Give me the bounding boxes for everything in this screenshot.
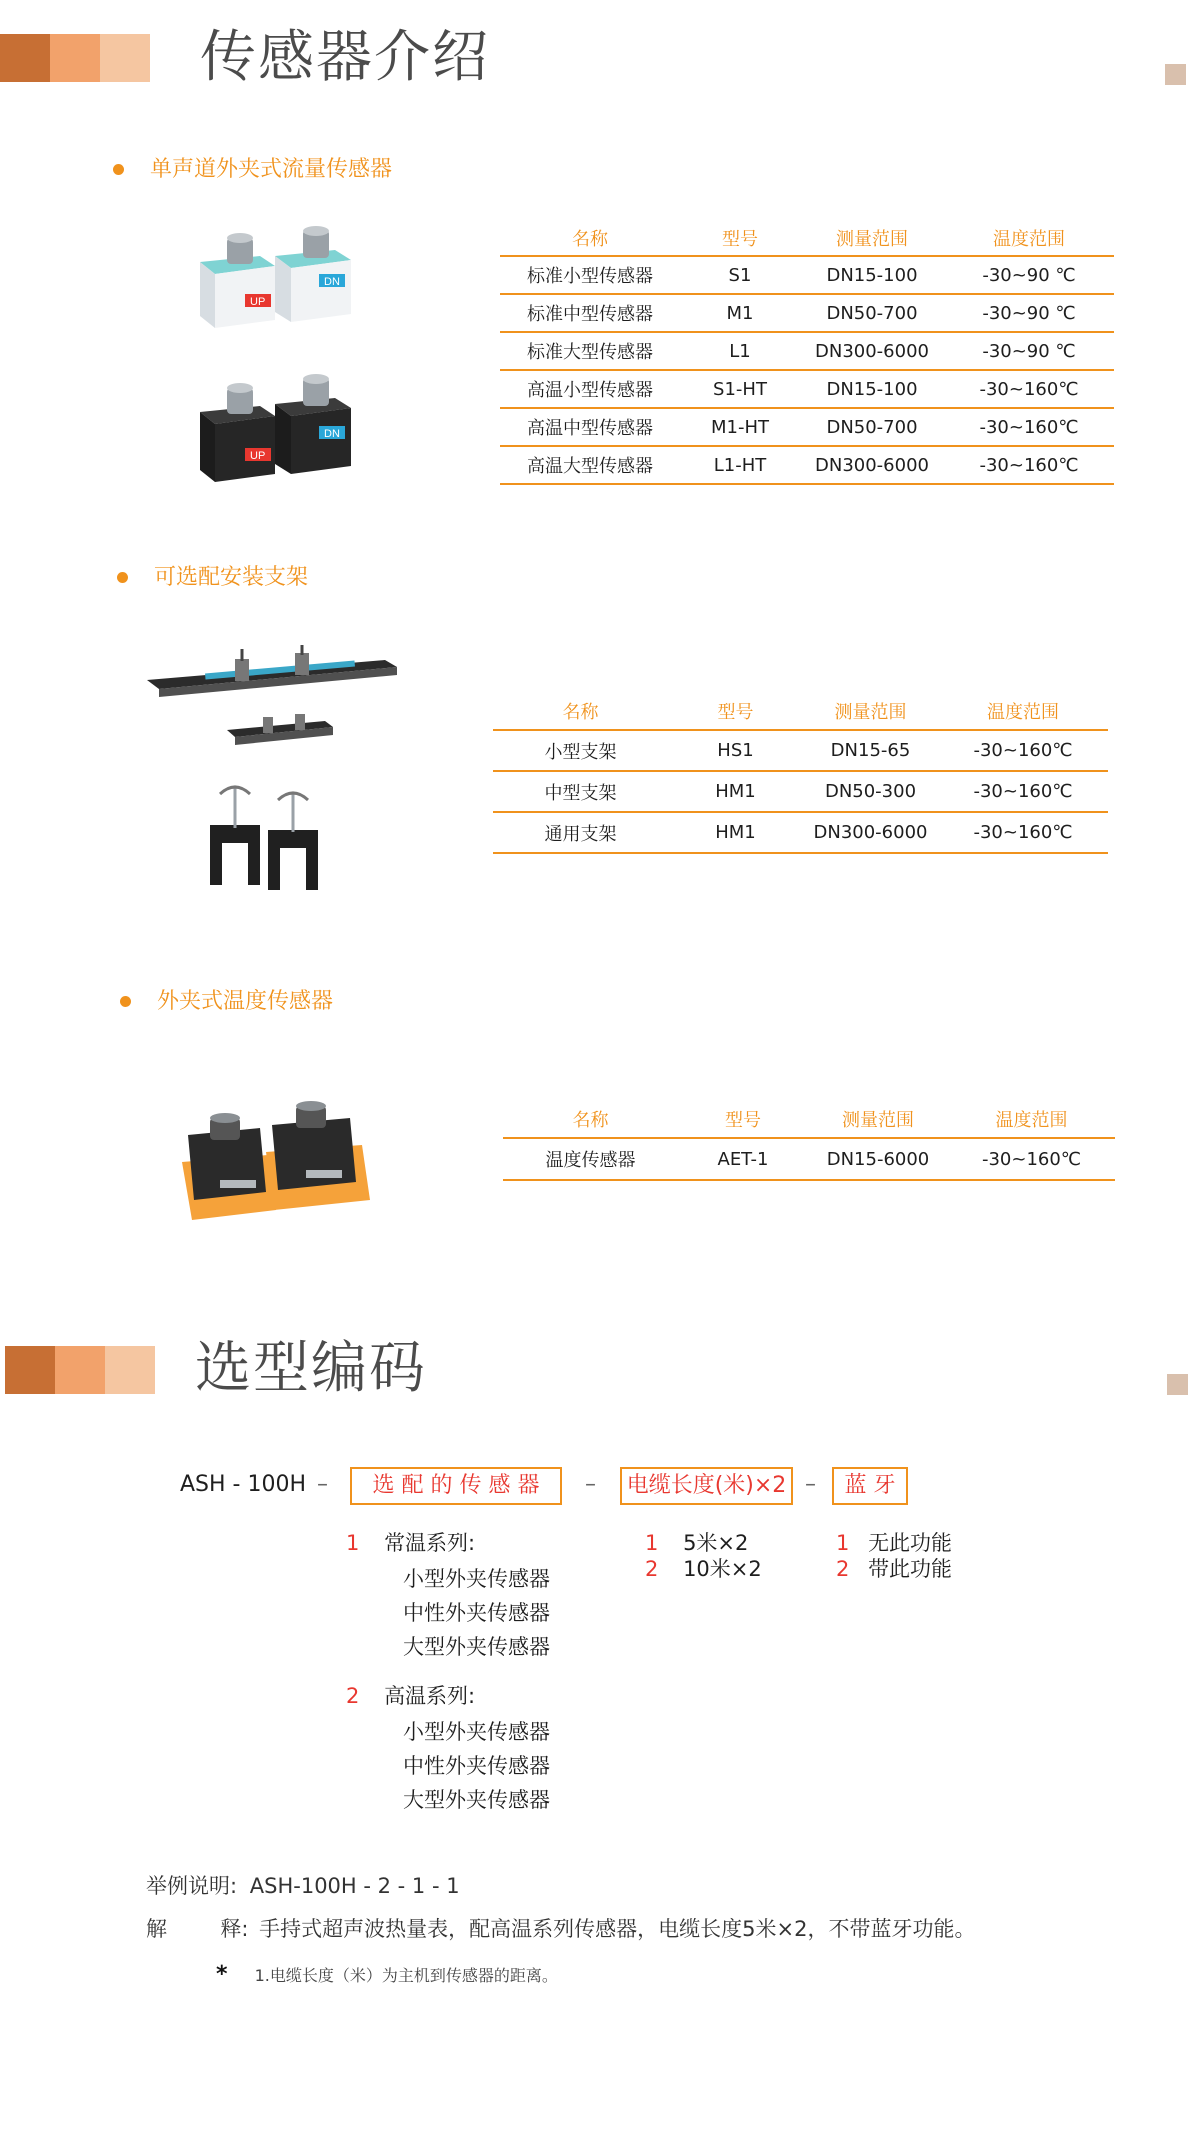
sensor-group-2 bbox=[346, 1680, 475, 1710]
flow-sensor-standard-image bbox=[195, 222, 365, 334]
cell-temp: -30~90 ℃ bbox=[944, 332, 1114, 370]
cell-range: DN300-6000 bbox=[800, 446, 944, 484]
cable-length-box: 电缆长度(米)×2 bbox=[620, 1467, 793, 1505]
col-header-model: 型号 bbox=[668, 693, 803, 730]
header-bar-1 bbox=[5, 1346, 55, 1394]
cell-temp: -30~160℃ bbox=[944, 446, 1114, 484]
option-label: 高温系列: bbox=[384, 1684, 476, 1708]
cell-name: 温度传感器 bbox=[503, 1138, 678, 1180]
col-header-temp: 温度范围 bbox=[944, 220, 1114, 256]
up-label: UP bbox=[250, 450, 266, 462]
option-label: 10米×2 bbox=[683, 1557, 762, 1581]
cell-range: DN15-100 bbox=[800, 370, 944, 408]
cell-model: HM1 bbox=[668, 812, 803, 853]
cell-name: 中型支架 bbox=[493, 771, 668, 812]
cable-option-2 bbox=[645, 1553, 762, 1583]
cell-temp: -30~160℃ bbox=[944, 408, 1114, 446]
table-row bbox=[500, 408, 1114, 446]
bullet-dot bbox=[113, 164, 124, 175]
cell-temp: -30~160℃ bbox=[948, 1138, 1115, 1180]
cell-name: 小型支架 bbox=[493, 730, 668, 771]
header-bar-2 bbox=[55, 1346, 105, 1394]
option-label: 无此功能 bbox=[868, 1531, 953, 1555]
footnote-star: * bbox=[216, 1962, 228, 1987]
bracket-table bbox=[493, 693, 1108, 854]
temp-sensor-image bbox=[180, 1100, 375, 1230]
dn-label: DN bbox=[324, 276, 340, 288]
cell-model: L1 bbox=[680, 332, 800, 370]
sensor-option-box: 选 配 的 传 感 器 bbox=[350, 1467, 562, 1505]
list-item: 大型外夹传感器 bbox=[403, 1635, 550, 1659]
cell-model: AET-1 bbox=[678, 1138, 808, 1180]
cell-name: 标准大型传感器 bbox=[500, 332, 680, 370]
cell-name: 标准小型传感器 bbox=[500, 256, 680, 294]
option-number: 2 bbox=[836, 1557, 850, 1581]
table-row bbox=[503, 1138, 1115, 1180]
temp-sensor-table bbox=[503, 1101, 1115, 1181]
cell-model: S1 bbox=[680, 256, 800, 294]
col-header-range: 测量范围 bbox=[808, 1101, 948, 1138]
cell-range: DN300-6000 bbox=[800, 332, 944, 370]
col-header-model: 型号 bbox=[680, 220, 800, 256]
code-dash: – bbox=[317, 1472, 328, 1497]
flow-sensor-high-temp-image bbox=[195, 372, 365, 490]
explanation-line bbox=[146, 1913, 976, 1943]
list-item: 小型外夹传感器 bbox=[403, 1567, 550, 1591]
cell-model: HS1 bbox=[668, 730, 803, 771]
col-header-name: 名称 bbox=[500, 220, 680, 256]
code-dash: – bbox=[585, 1472, 596, 1497]
table-row bbox=[500, 294, 1114, 332]
flow-sensor-table bbox=[500, 220, 1114, 485]
table-row bbox=[493, 730, 1108, 771]
up-label: UP bbox=[250, 296, 266, 308]
col-header-model: 型号 bbox=[678, 1101, 808, 1138]
cell-temp: -30~160℃ bbox=[944, 370, 1114, 408]
model-code-base: ASH - 100H bbox=[180, 1472, 307, 1497]
header-bar-2 bbox=[50, 34, 100, 82]
cell-range: DN15-6000 bbox=[808, 1138, 948, 1180]
option-number: 1 bbox=[645, 1531, 659, 1555]
table-row bbox=[500, 256, 1114, 294]
corner-square bbox=[1167, 1374, 1188, 1395]
option-label: 5米×2 bbox=[683, 1531, 749, 1555]
cell-temp: -30~160℃ bbox=[938, 771, 1108, 812]
cell-range: DN50-300 bbox=[803, 771, 938, 812]
option-number: 1 bbox=[836, 1531, 850, 1555]
col-header-name: 名称 bbox=[493, 693, 668, 730]
section-title-model-code: 选型编码 bbox=[195, 1336, 427, 1401]
dn-label: DN bbox=[324, 428, 340, 440]
option-number: 2 bbox=[346, 1684, 360, 1708]
header-bar-3 bbox=[105, 1346, 155, 1394]
cell-model: M1-HT bbox=[680, 408, 800, 446]
option-label: 带此功能 bbox=[868, 1557, 953, 1581]
subheading-brackets: 可选配安装支架 bbox=[154, 565, 309, 590]
cell-model: HM1 bbox=[668, 771, 803, 812]
list-item: 中性外夹传感器 bbox=[403, 1601, 550, 1625]
explanation-label: 解 释: bbox=[146, 1917, 249, 1941]
col-header-range: 测量范围 bbox=[800, 220, 944, 256]
sensor-group-1 bbox=[346, 1527, 475, 1557]
list-item: 中性外夹传感器 bbox=[403, 1754, 550, 1778]
table-row bbox=[493, 812, 1108, 853]
code-dash: – bbox=[805, 1472, 816, 1497]
cell-model: L1-HT bbox=[680, 446, 800, 484]
example-label: 举例说明: bbox=[146, 1874, 238, 1898]
table-row bbox=[493, 771, 1108, 812]
bluetooth-option-2 bbox=[836, 1553, 952, 1583]
subheading-flow-sensors: 单声道外夹式流量传感器 bbox=[150, 157, 393, 182]
cell-range: DN15-65 bbox=[803, 730, 938, 771]
bullet-dot bbox=[117, 572, 128, 583]
list-item: 大型外夹传感器 bbox=[403, 1788, 550, 1812]
header-bar-1 bbox=[0, 34, 50, 82]
example-value: ASH-100H - 2 - 1 - 1 bbox=[249, 1874, 460, 1898]
list-item: 小型外夹传感器 bbox=[403, 1720, 550, 1744]
cell-range: DN15-100 bbox=[800, 256, 944, 294]
cell-name: 标准中型传感器 bbox=[500, 294, 680, 332]
option-number: 1 bbox=[346, 1531, 360, 1555]
cell-temp: -30~90 ℃ bbox=[944, 294, 1114, 332]
option-label: 常温系列: bbox=[384, 1531, 476, 1555]
header-bar-3 bbox=[100, 34, 150, 82]
table-row bbox=[500, 370, 1114, 408]
section-title-sensors: 传感器介绍 bbox=[200, 25, 490, 90]
subheading-temp-sensor: 外夹式温度传感器 bbox=[157, 989, 334, 1014]
cell-range: DN50-700 bbox=[800, 294, 944, 332]
clamp-bracket-image bbox=[205, 780, 335, 900]
cell-model: S1-HT bbox=[680, 370, 800, 408]
col-header-range: 测量范围 bbox=[803, 693, 938, 730]
cell-model: M1 bbox=[680, 294, 800, 332]
cell-name: 高温中型传感器 bbox=[500, 408, 680, 446]
col-header-name: 名称 bbox=[503, 1101, 678, 1138]
rail-bracket-image bbox=[145, 645, 405, 755]
cell-temp: -30~160℃ bbox=[938, 730, 1108, 771]
footnote bbox=[216, 1962, 558, 1987]
corner-square bbox=[1165, 64, 1186, 85]
cell-range: DN300-6000 bbox=[803, 812, 938, 853]
bluetooth-box: 蓝 牙 bbox=[832, 1467, 908, 1505]
footnote-text: 1.电缆长度（米）为主机到传感器的距离。 bbox=[254, 1966, 558, 1985]
table-row bbox=[500, 446, 1114, 484]
cell-range: DN50-700 bbox=[800, 408, 944, 446]
explanation-text: 手持式超声波热量表，配高温系列传感器，电缆长度5米×2，不带蓝牙功能。 bbox=[259, 1917, 976, 1941]
col-header-temp: 温度范围 bbox=[938, 693, 1108, 730]
cell-name: 高温大型传感器 bbox=[500, 446, 680, 484]
bullet-dot bbox=[120, 996, 131, 1007]
table-row bbox=[500, 332, 1114, 370]
option-number: 2 bbox=[645, 1557, 659, 1581]
cell-temp: -30~160℃ bbox=[938, 812, 1108, 853]
cell-name: 高温小型传感器 bbox=[500, 370, 680, 408]
cell-name: 通用支架 bbox=[493, 812, 668, 853]
cell-temp: -30~90 ℃ bbox=[944, 256, 1114, 294]
col-header-temp: 温度范围 bbox=[948, 1101, 1115, 1138]
example-line bbox=[146, 1870, 460, 1900]
